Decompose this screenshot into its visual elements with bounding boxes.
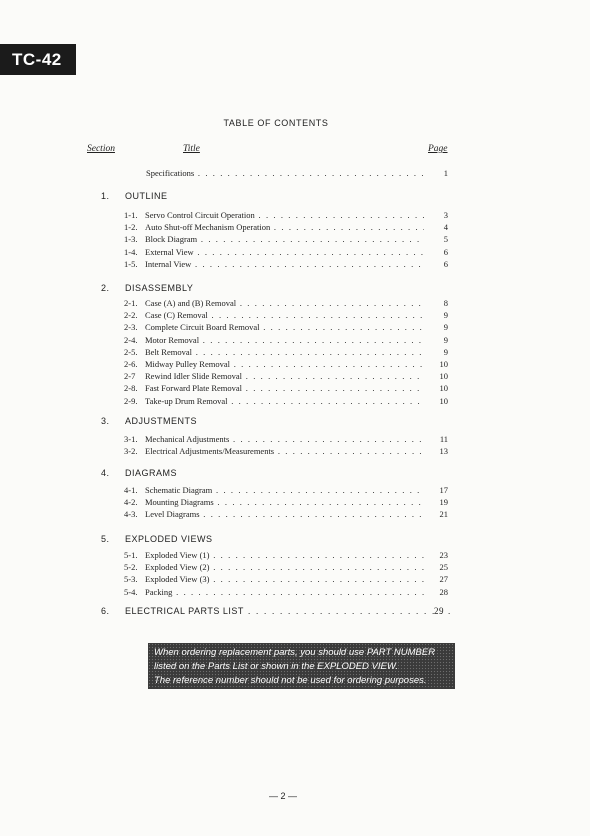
entry-label: Specifications . . . — [146, 167, 424, 179]
toc-entry[interactable] — [124, 321, 454, 333]
entry-number: 3-1. — [124, 434, 138, 444]
entry-page: 28 — [439, 586, 448, 597]
toc-entry-specifications[interactable] — [146, 167, 454, 179]
section-title: OUTLINE — [125, 191, 168, 201]
entry-page: 10 — [439, 371, 448, 382]
entry-label: External View — [145, 246, 194, 257]
toc-entry[interactable] — [124, 233, 454, 245]
entry-label: Internal View — [145, 258, 192, 269]
toc-entry[interactable] — [124, 445, 454, 457]
entry-page: 3 — [443, 210, 448, 220]
entry-number: 2-8. — [124, 383, 138, 394]
column-header-title: Title — [183, 144, 200, 154]
model-label: TC-42 — [0, 44, 76, 75]
toc-entry[interactable] — [124, 358, 454, 370]
toc-entry[interactable] — [124, 221, 454, 233]
entry-number: 1-5. — [124, 258, 138, 269]
entry-number: 4-3. — [124, 509, 138, 520]
entry-page: 9 — [443, 346, 448, 357]
section-title: ELECTRICAL PARTS LIST . . . — [125, 606, 451, 616]
toc-entry[interactable] — [124, 586, 454, 598]
toc-entry[interactable] — [124, 496, 454, 508]
toc-entry[interactable] — [124, 370, 454, 382]
section-number: 6. — [101, 606, 110, 616]
toc-entry[interactable] — [124, 484, 454, 496]
section-title: DISASSEMBLY — [125, 283, 194, 293]
notice-line: listed on the Parts List or shown in the EXPLODED VIEW. — [154, 661, 399, 672]
entry-page: 8 — [443, 298, 448, 308]
entry-page: 9 — [443, 334, 448, 345]
toc-entry[interactable] — [124, 382, 454, 394]
entry-page: 6 — [443, 258, 448, 269]
toc-entry[interactable] — [124, 561, 454, 573]
section-number: 2. — [101, 283, 110, 293]
entry-page: 4 — [443, 222, 448, 233]
entry-number: 1-1. — [124, 210, 138, 220]
entry-number: 3-2. — [124, 446, 138, 457]
entry-number: 4-2. — [124, 497, 138, 508]
toc-entry[interactable] — [124, 246, 454, 258]
entry-label: Motor Removal — [145, 334, 200, 345]
toc-entry[interactable] — [124, 549, 454, 561]
section-title: DIAGRAMS — [125, 468, 178, 478]
entry-label: Rewind Idler Slide Removal — [145, 371, 243, 382]
entry-label: Exploded View (2) — [145, 562, 210, 573]
entry-number: 5-2. — [124, 562, 138, 573]
section-title: ADJUSTMENTS — [125, 416, 198, 426]
entry-page: 21 — [439, 509, 448, 520]
entry-number: 5-4. — [124, 586, 138, 597]
toc-entry[interactable] — [124, 209, 454, 221]
section-number: 5. — [101, 534, 110, 544]
entry-number: 2-9. — [124, 395, 138, 406]
entry-number: 2-1. — [124, 298, 138, 308]
toc-entry[interactable] — [124, 334, 454, 346]
entry-label: Level Diagrams — [145, 509, 200, 520]
entry-label: Auto Shut-off Mechanism Operation — [145, 222, 271, 233]
toc-entry[interactable] — [124, 258, 454, 270]
entry-label: Exploded View (3) — [145, 574, 210, 585]
section-number: 3. — [101, 416, 110, 426]
entry-page: 19 — [439, 497, 448, 508]
toc-entry[interactable] — [124, 395, 454, 407]
toc-entry[interactable] — [124, 433, 454, 445]
entry-number: 2-2. — [124, 310, 138, 321]
entry-number: 2-4. — [124, 334, 138, 345]
entry-page: 17 — [439, 485, 448, 495]
toc-entry[interactable] — [124, 309, 454, 321]
entry-number: 2-5. — [124, 346, 138, 357]
column-header-page: Page — [428, 144, 448, 154]
entry-number: 4-1. — [124, 485, 138, 495]
notice-line: The reference number should not be used for ordering purposes. — [154, 675, 427, 686]
page-number: — 2 — — [268, 791, 297, 801]
toc-entry[interactable] — [124, 346, 454, 358]
entry-number: 2-7 — [124, 371, 136, 382]
entry-label: Midway Pulley Removal — [145, 359, 230, 369]
entry-page: 25 — [439, 562, 448, 573]
entry-label: Electrical Adjustments/Measurements — [145, 446, 275, 457]
toc-entry[interactable] — [124, 508, 454, 520]
entry-label: Belt Removal — [145, 346, 192, 357]
toc-entry[interactable] — [124, 573, 454, 585]
toc-entry[interactable] — [124, 297, 454, 309]
section-number: 1. — [101, 191, 110, 201]
entry-page: 23 — [439, 550, 448, 560]
entry-number: 5-3. — [124, 574, 138, 585]
entry-number: 2-6. — [124, 359, 138, 369]
entry-page: 9 — [443, 310, 448, 321]
entry-page: 10 — [439, 383, 448, 394]
entry-label: Fast Forward Plate Removal — [145, 383, 243, 394]
toc-title: TABLE OF CONTENTS — [223, 118, 329, 128]
entry-page: 27 — [439, 574, 448, 585]
notice-line: When ordering replacement parts, you should use PART NUMBER — [154, 647, 436, 658]
entry-label: Case (C) Removal — [145, 310, 208, 321]
entry-label: Exploded View (1) — [145, 550, 210, 560]
entry-page: 13 — [439, 446, 448, 457]
entry-page: 11 — [439, 434, 448, 444]
section-title: EXPLODED VIEWS — [125, 534, 213, 544]
section-number: 4. — [101, 468, 110, 478]
entry-label: Mounting Diagrams — [145, 497, 214, 508]
entry-page: 6 — [443, 246, 448, 257]
entry-number: 1-2. — [124, 222, 138, 233]
entry-label: Mechanical Adjustments — [145, 434, 230, 444]
section-page: 29 — [434, 606, 444, 616]
entry-page: 5 — [443, 234, 448, 245]
entry-number: 2-3. — [124, 322, 138, 333]
entry-label: Case (A) and (B) Removal — [145, 298, 237, 308]
entry-number: 5-1. — [124, 550, 138, 560]
entry-label: Take-up Drum Removal — [145, 395, 228, 406]
entry-number: 1-4. — [124, 246, 138, 257]
entry-label: Packing — [145, 586, 173, 597]
entry-number: 1-3. — [124, 234, 138, 245]
entry-page: 10 — [439, 359, 448, 369]
entry-label: Block Diagram — [145, 234, 198, 245]
entry-label: Servo Control Circuit Operation — [145, 210, 255, 220]
entry-label: Schematic Diagram — [145, 485, 213, 495]
entry-page: 10 — [439, 395, 448, 406]
entry-label: Complete Circuit Board Removal — [145, 322, 260, 333]
column-header-section: Section — [87, 144, 115, 154]
ordering-notice — [148, 643, 455, 689]
entry-page: 1 — [443, 168, 448, 178]
entry-page: 9 — [443, 322, 448, 333]
